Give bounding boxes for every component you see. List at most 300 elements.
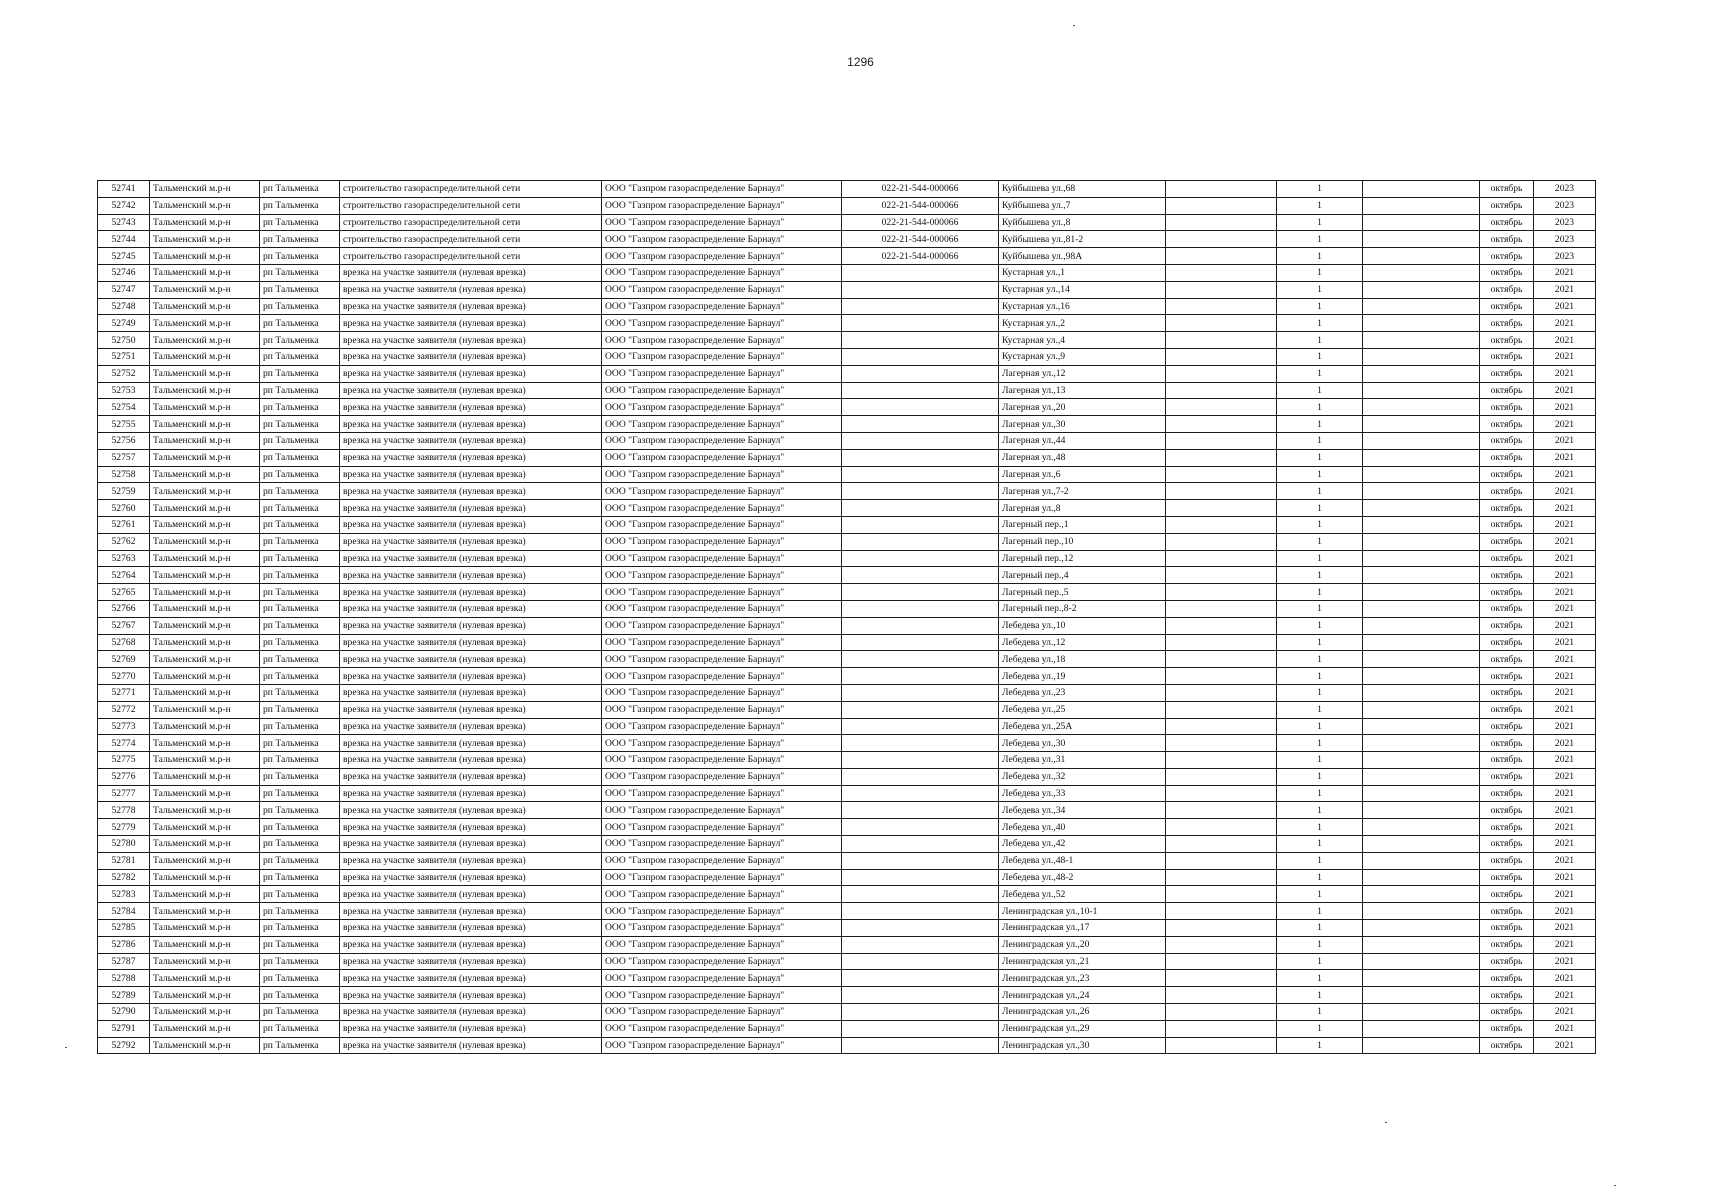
quantity-cell: 1 [1277,281,1363,298]
address-cell: Лебедева ул.,10 [999,617,1166,634]
table-row [98,651,1596,668]
month-cell: октябрь [1480,886,1534,903]
year-cell: 2021 [1534,466,1596,483]
empty-cell [1363,500,1480,517]
empty-cell [1166,718,1277,735]
contract-code-cell [842,987,999,1004]
work-type-cell: врезка на участке заявителя (нулевая врезка) [340,567,602,584]
table-row [98,920,1596,937]
table-row [98,1020,1596,1037]
row-number-cell: 52754 [98,399,150,416]
address-cell: Лагерная ул.,48 [999,449,1166,466]
table-row [98,600,1596,617]
table-row [98,348,1596,365]
gas-connection-table [97,180,1596,1054]
contract-code-cell [842,500,999,517]
locality-cell: рп Тальменка [260,752,340,769]
row-number-cell: 52766 [98,600,150,617]
organization-cell: ООО "Газпром газораспределение Барнаул" [602,248,842,265]
district-cell: Тальменский м.р-н [150,500,260,517]
organization-cell: ООО "Газпром газораспределение Барнаул" [602,298,842,315]
empty-cell [1363,181,1480,198]
quantity-cell: 1 [1277,181,1363,198]
year-cell: 2021 [1534,533,1596,550]
district-cell: Тальменский м.р-н [150,752,260,769]
table-row [98,903,1596,920]
table-row [98,500,1596,517]
district-cell: Тальменский м.р-н [150,684,260,701]
work-type-cell: врезка на участке заявителя (нулевая врезка) [340,315,602,332]
year-cell: 2021 [1534,1037,1596,1054]
row-number-cell: 52764 [98,567,150,584]
contract-code-cell: 022-21-544-000066 [842,197,999,214]
district-cell: Тальменский м.р-н [150,550,260,567]
empty-cell [1363,264,1480,281]
empty-cell [1363,298,1480,315]
quantity-cell: 1 [1277,500,1363,517]
row-number-cell: 52756 [98,432,150,449]
row-number-cell: 52782 [98,869,150,886]
address-cell: Лагерная ул.,8 [999,500,1166,517]
locality-cell: рп Тальменка [260,399,340,416]
empty-cell [1166,768,1277,785]
work-type-cell: врезка на участке заявителя (нулевая врезка) [340,466,602,483]
row-number-cell: 52758 [98,466,150,483]
year-cell: 2021 [1534,600,1596,617]
district-cell: Тальменский м.р-н [150,298,260,315]
quantity-cell: 1 [1277,802,1363,819]
row-number-cell: 52774 [98,735,150,752]
work-type-cell: врезка на участке заявителя (нулевая врезка) [340,550,602,567]
locality-cell: рп Тальменка [260,348,340,365]
work-type-cell: врезка на участке заявителя (нулевая врезка) [340,718,602,735]
address-cell: Кустарная ул.,16 [999,298,1166,315]
month-cell: октябрь [1480,550,1534,567]
quantity-cell: 1 [1277,348,1363,365]
year-cell: 2021 [1534,718,1596,735]
district-cell: Тальменский м.р-н [150,281,260,298]
contract-code-cell [842,264,999,281]
work-type-cell: врезка на участке заявителя (нулевая врезка) [340,516,602,533]
empty-cell [1166,584,1277,601]
month-cell: октябрь [1480,600,1534,617]
empty-cell [1166,936,1277,953]
district-cell: Тальменский м.р-н [150,953,260,970]
contract-code-cell [842,516,999,533]
locality-cell: рп Тальменка [260,332,340,349]
row-number-cell: 52757 [98,449,150,466]
locality-cell: рп Тальменка [260,516,340,533]
locality-cell: рп Тальменка [260,248,340,265]
district-cell: Тальменский м.р-н [150,315,260,332]
work-type-cell: врезка на участке заявителя (нулевая врезка) [340,836,602,853]
work-type-cell: врезка на участке заявителя (нулевая врезка) [340,332,602,349]
year-cell: 2021 [1534,399,1596,416]
year-cell: 2021 [1534,768,1596,785]
address-cell: Куйбышева ул.,81-2 [999,231,1166,248]
year-cell: 2021 [1534,886,1596,903]
empty-cell [1363,701,1480,718]
quantity-cell: 1 [1277,903,1363,920]
year-cell: 2021 [1534,903,1596,920]
empty-cell [1166,752,1277,769]
locality-cell: рп Тальменка [260,668,340,685]
year-cell: 2021 [1534,668,1596,685]
work-type-cell: врезка на участке заявителя (нулевая врезка) [340,819,602,836]
contract-code-cell [842,684,999,701]
locality-cell: рп Тальменка [260,819,340,836]
quantity-cell: 1 [1277,920,1363,937]
month-cell: октябрь [1480,567,1534,584]
quantity-cell: 1 [1277,886,1363,903]
contract-code-cell [842,1037,999,1054]
month-cell: октябрь [1480,987,1534,1004]
empty-cell [1166,382,1277,399]
empty-cell [1363,382,1480,399]
contract-code-cell [842,617,999,634]
organization-cell: ООО "Газпром газораспределение Барнаул" [602,432,842,449]
row-number-cell: 52768 [98,634,150,651]
address-cell: Лебедева ул.,48-2 [999,869,1166,886]
contract-code-cell [842,365,999,382]
district-cell: Тальменский м.р-н [150,584,260,601]
work-type-cell: врезка на участке заявителя (нулевая врезка) [340,668,602,685]
locality-cell: рп Тальменка [260,617,340,634]
empty-cell [1166,869,1277,886]
address-cell: Лебедева ул.,12 [999,634,1166,651]
work-type-cell: врезка на участке заявителя (нулевая врезка) [340,987,602,1004]
year-cell: 2021 [1534,617,1596,634]
empty-cell [1363,449,1480,466]
year-cell: 2021 [1534,852,1596,869]
table-row [98,197,1596,214]
work-type-cell: врезка на участке заявителя (нулевая врезка) [340,617,602,634]
locality-cell: рп Тальменка [260,214,340,231]
empty-cell [1363,399,1480,416]
year-cell: 2021 [1534,819,1596,836]
work-type-cell: врезка на участке заявителя (нулевая врезка) [340,936,602,953]
row-number-cell: 52784 [98,903,150,920]
address-cell: Лебедева ул.,42 [999,836,1166,853]
row-number-cell: 52772 [98,701,150,718]
locality-cell: рп Тальменка [260,802,340,819]
empty-cell [1363,668,1480,685]
month-cell: октябрь [1480,449,1534,466]
locality-cell: рп Тальменка [260,1020,340,1037]
month-cell: октябрь [1480,1020,1534,1037]
quantity-cell: 1 [1277,752,1363,769]
empty-cell [1363,248,1480,265]
work-type-cell: врезка на участке заявителя (нулевая врезка) [340,264,602,281]
locality-cell: рп Тальменка [260,1004,340,1021]
empty-cell [1363,735,1480,752]
year-cell: 2023 [1534,197,1596,214]
organization-cell: ООО "Газпром газораспределение Барнаул" [602,584,842,601]
empty-cell [1363,785,1480,802]
organization-cell: ООО "Газпром газораспределение Барнаул" [602,600,842,617]
empty-cell [1166,466,1277,483]
district-cell: Тальменский м.р-н [150,197,260,214]
quantity-cell: 1 [1277,466,1363,483]
month-cell: октябрь [1480,869,1534,886]
address-cell: Лебедева ул.,33 [999,785,1166,802]
work-type-cell: врезка на участке заявителя (нулевая врезка) [340,500,602,517]
district-cell: Тальменский м.р-н [150,701,260,718]
district-cell: Тальменский м.р-н [150,248,260,265]
row-number-cell: 52776 [98,768,150,785]
contract-code-cell [842,348,999,365]
empty-cell [1166,684,1277,701]
locality-cell: рп Тальменка [260,416,340,433]
row-number-cell: 52751 [98,348,150,365]
row-number-cell: 52761 [98,516,150,533]
organization-cell: ООО "Газпром газораспределение Барнаул" [602,449,842,466]
empty-cell [1363,836,1480,853]
month-cell: октябрь [1480,651,1534,668]
contract-code-cell [842,752,999,769]
empty-cell [1166,281,1277,298]
month-cell: октябрь [1480,684,1534,701]
district-cell: Тальменский м.р-н [150,264,260,281]
contract-code-cell [842,651,999,668]
work-type-cell: врезка на участке заявителя (нулевая врезка) [340,852,602,869]
quantity-cell: 1 [1277,735,1363,752]
empty-cell [1363,466,1480,483]
locality-cell: рп Тальменка [260,449,340,466]
quantity-cell: 1 [1277,550,1363,567]
year-cell: 2021 [1534,483,1596,500]
contract-code-cell [842,936,999,953]
table-body [98,181,1596,1054]
quantity-cell: 1 [1277,836,1363,853]
month-cell: октябрь [1480,668,1534,685]
locality-cell: рп Тальменка [260,701,340,718]
work-type-cell: врезка на участке заявителя (нулевая врезка) [340,365,602,382]
organization-cell: ООО "Газпром газораспределение Барнаул" [602,920,842,937]
address-cell: Лагерный пер.,10 [999,533,1166,550]
work-type-cell: строительство газораспределительной сети [340,181,602,198]
work-type-cell: врезка на участке заявителя (нулевая врезка) [340,298,602,315]
empty-cell [1166,920,1277,937]
district-cell: Тальменский м.р-н [150,836,260,853]
table-row [98,819,1596,836]
year-cell: 2021 [1534,315,1596,332]
table-row [98,214,1596,231]
organization-cell: ООО "Газпром газораспределение Барнаул" [602,382,842,399]
work-type-cell: врезка на участке заявителя (нулевая врезка) [340,348,602,365]
organization-cell: ООО "Газпром газораспределение Барнаул" [602,634,842,651]
table-row [98,970,1596,987]
contract-code-cell [842,432,999,449]
empty-cell [1166,264,1277,281]
quantity-cell: 1 [1277,1004,1363,1021]
contract-code-cell: 022-21-544-000066 [842,231,999,248]
contract-code-cell [842,416,999,433]
quantity-cell: 1 [1277,768,1363,785]
table-row [98,684,1596,701]
table-row [98,987,1596,1004]
table-row [98,852,1596,869]
month-cell: октябрь [1480,584,1534,601]
address-cell: Лагерный пер.,1 [999,516,1166,533]
contract-code-cell [842,718,999,735]
empty-cell [1166,735,1277,752]
empty-cell [1363,869,1480,886]
empty-cell [1166,1004,1277,1021]
table-row [98,315,1596,332]
organization-cell: ООО "Газпром газораспределение Барнаул" [602,181,842,198]
row-number-cell: 52785 [98,920,150,937]
year-cell: 2021 [1534,567,1596,584]
quantity-cell: 1 [1277,869,1363,886]
address-cell: Ленинградская ул.,21 [999,953,1166,970]
quantity-cell: 1 [1277,449,1363,466]
address-cell: Лагерная ул.,20 [999,399,1166,416]
contract-code-cell [842,483,999,500]
year-cell: 2023 [1534,181,1596,198]
contract-code-cell [842,768,999,785]
locality-cell: рп Тальменка [260,231,340,248]
address-cell: Ленинградская ул.,29 [999,1020,1166,1037]
year-cell: 2021 [1534,785,1596,802]
row-number-cell: 52789 [98,987,150,1004]
work-type-cell: врезка на участке заявителя (нулевая врезка) [340,1004,602,1021]
address-cell: Кустарная ул.,14 [999,281,1166,298]
organization-cell: ООО "Газпром газораспределение Барнаул" [602,987,842,1004]
month-cell: октябрь [1480,953,1534,970]
month-cell: октябрь [1480,718,1534,735]
quantity-cell: 1 [1277,970,1363,987]
locality-cell: рп Тальменка [260,365,340,382]
district-cell: Тальменский м.р-н [150,802,260,819]
contract-code-cell [842,399,999,416]
year-cell: 2021 [1534,936,1596,953]
year-cell: 2021 [1534,735,1596,752]
empty-cell [1363,550,1480,567]
organization-cell: ООО "Газпром газораспределение Барнаул" [602,264,842,281]
locality-cell: рп Тальменка [260,684,340,701]
month-cell: октябрь [1480,399,1534,416]
address-cell: Лебедева ул.,34 [999,802,1166,819]
district-cell: Тальменский м.р-н [150,1037,260,1054]
empty-cell [1166,600,1277,617]
district-cell: Тальменский м.р-н [150,483,260,500]
organization-cell: ООО "Газпром газораспределение Барнаул" [602,483,842,500]
month-cell: октябрь [1480,533,1534,550]
month-cell: октябрь [1480,348,1534,365]
contract-code-cell [842,550,999,567]
organization-cell: ООО "Газпром газораспределение Барнаул" [602,1037,842,1054]
year-cell: 2021 [1534,550,1596,567]
contract-code-cell [842,1020,999,1037]
locality-cell: рп Тальменка [260,920,340,937]
empty-cell [1363,416,1480,433]
month-cell: октябрь [1480,920,1534,937]
table-row [98,634,1596,651]
contract-code-cell [842,970,999,987]
table-row [98,785,1596,802]
locality-cell: рп Тальменка [260,651,340,668]
table-row [98,701,1596,718]
organization-cell: ООО "Газпром газораспределение Барнаул" [602,768,842,785]
locality-cell: рп Тальменка [260,852,340,869]
address-cell: Ленинградская ул.,26 [999,1004,1166,1021]
empty-cell [1166,416,1277,433]
organization-cell: ООО "Газпром газораспределение Барнаул" [602,466,842,483]
quantity-cell: 1 [1277,382,1363,399]
contract-code-cell [842,701,999,718]
empty-cell [1166,181,1277,198]
organization-cell: ООО "Газпром газораспределение Барнаул" [602,970,842,987]
month-cell: октябрь [1480,735,1534,752]
empty-cell [1166,399,1277,416]
address-cell: Лебедева ул.,18 [999,651,1166,668]
work-type-cell: врезка на участке заявителя (нулевая врезка) [340,802,602,819]
month-cell: октябрь [1480,315,1534,332]
organization-cell: ООО "Газпром газораспределение Барнаул" [602,500,842,517]
row-number-cell: 52743 [98,214,150,231]
address-cell: Лагерная ул.,13 [999,382,1166,399]
empty-cell [1363,920,1480,937]
year-cell: 2021 [1534,500,1596,517]
quantity-cell: 1 [1277,1037,1363,1054]
locality-cell: рп Тальменка [260,550,340,567]
empty-cell [1166,533,1277,550]
year-cell: 2021 [1534,432,1596,449]
empty-cell [1166,248,1277,265]
organization-cell: ООО "Газпром газораспределение Барнаул" [602,852,842,869]
month-cell: октябрь [1480,382,1534,399]
year-cell: 2021 [1534,651,1596,668]
organization-cell: ООО "Газпром газораспределение Барнаул" [602,281,842,298]
table-row [98,768,1596,785]
table-row [98,181,1596,198]
row-number-cell: 52759 [98,483,150,500]
contract-code-cell [842,298,999,315]
year-cell: 2021 [1534,953,1596,970]
district-cell: Тальменский м.р-н [150,432,260,449]
work-type-cell: врезка на участке заявителя (нулевая врезка) [340,416,602,433]
row-number-cell: 52777 [98,785,150,802]
empty-cell [1363,634,1480,651]
organization-cell: ООО "Газпром газораспределение Барнаул" [602,836,842,853]
district-cell: Тальменский м.р-н [150,869,260,886]
work-type-cell: врезка на участке заявителя (нулевая врезка) [340,701,602,718]
organization-cell: ООО "Газпром газораспределение Барнаул" [602,869,842,886]
contract-code-cell [842,920,999,937]
quantity-cell: 1 [1277,684,1363,701]
district-cell: Тальменский м.р-н [150,1004,260,1021]
address-cell: Лебедева ул.,48-1 [999,852,1166,869]
year-cell: 2021 [1534,836,1596,853]
row-number-cell: 52773 [98,718,150,735]
month-cell: октябрь [1480,634,1534,651]
organization-cell: ООО "Газпром газораспределение Барнаул" [602,785,842,802]
year-cell: 2021 [1534,264,1596,281]
month-cell: октябрь [1480,852,1534,869]
empty-cell [1363,516,1480,533]
locality-cell: рп Тальменка [260,483,340,500]
work-type-cell: врезка на участке заявителя (нулевая врезка) [340,281,602,298]
organization-cell: ООО "Газпром газораспределение Барнаул" [602,936,842,953]
quantity-cell: 1 [1277,718,1363,735]
empty-cell [1363,886,1480,903]
district-cell: Тальменский м.р-н [150,348,260,365]
month-cell: октябрь [1480,197,1534,214]
empty-cell [1166,298,1277,315]
locality-cell: рп Тальменка [260,264,340,281]
year-cell: 2021 [1534,516,1596,533]
